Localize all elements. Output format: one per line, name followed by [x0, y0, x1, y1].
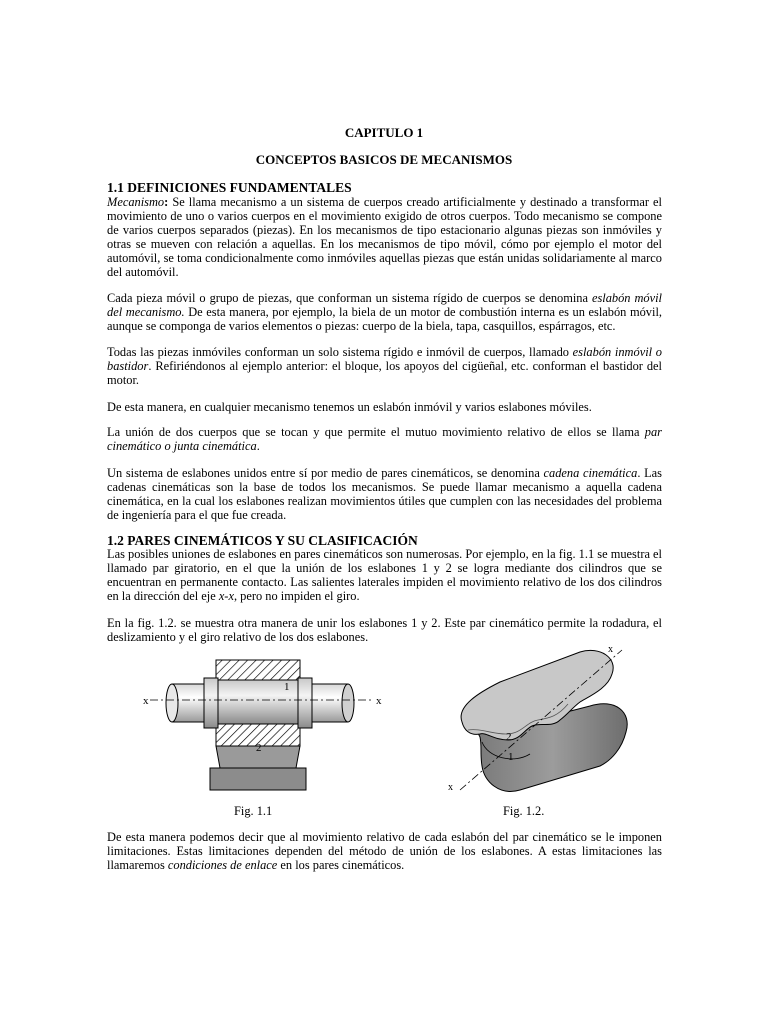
shaft-end-left — [166, 684, 178, 722]
paragraph-cadena-cinematica: Un sistema de eslabones unidos entre sí por medio de pares cinemáticos, se denomina cadena cinemática. Las cadenas cinemáticas son la base de todos los mecanismos. Se puede llamar mecanismo a aquella cadena cinemática, en la cual los eslabones realizan movimientos útiles que cumplen con las necesidades del problema de ingeniería para el que fue creada. — [107, 466, 662, 523]
section-2-heading: 1.2 PARES CINEMÁTICOS Y SU CLASIFICACIÓN — [107, 533, 418, 548]
paragraph-condiciones-de-enlace: De esta manera podemos decir que al movimiento relativo de cada eslabón del par cinemático se le imponen limitaciones. Estas limitaciones dependen del método de unión de los eslabones. A estas limitaciones las llamaremos condiciones de enlace en los pares cinemáticos. — [107, 830, 662, 873]
bearing-upper — [216, 660, 300, 680]
paragraph-uniones: Las posibles uniones de eslabones en pares cinemáticos son numerosas. Por ejemplo, en la fig. 1.1 se muestra el llamado par giratorio, en el que la unión de los eslabones 1 y 2 se logra mediante dos cilindros que se encuentran en permanente contacto. Las salientes laterales impiden el movimiento relativo de los dos cilindros en la dirección del eje x-x, pero no impiden el giro. — [107, 547, 662, 604]
collar-right — [298, 678, 312, 728]
link-2-label: 2 — [256, 742, 262, 754]
term-colon: : — [164, 195, 169, 209]
axis-label-bottom: x — [448, 782, 453, 793]
link-2-label: 2 — [506, 731, 512, 743]
paragraph-mecanismo: Mecanismo: Se llama mecanismo a un sistema de cuerpos creado artificialmente y destinado a transformar el movimiento de uno o varios cuerpos en el movimiento exigido de otros cuerpos. Todo mecanismo se compone de varios cuerpos separados (piezas). En los mecanismos de tipo estacionario algunas piezas son inmóviles y otras se mueven con relación a aquellas. En los mecanismos de tipo móvil, cómo por ejemplo el motor del automóvil, se toma condicionalmente como inmóviles aquellas piezas que están unidas solidariamente al marco del automóvil. — [107, 195, 662, 280]
figure-1-1-caption: Fig. 1.1 — [234, 804, 273, 818]
paragraph-bastidor: Todas las piezas inmóviles conforman un solo sistema rígido e inmóvil de cuerpos, llamado eslabón inmóvil o bastidor. Refiriéndonos al ejemplo anterior: el bloque, los apoyos del cigüeñal, etc. conforman el bastidor del motor. — [107, 345, 662, 388]
paragraph-fig-1-2: En la fig. 1.2. se muestra otra manera de unir los eslabones 1 y 2. Este par cinemático permite la rodadura, el deslizamiento y el giro relativo de los dos eslabones. — [107, 616, 662, 645]
figure-1-1 — [130, 650, 390, 796]
axis-label-left: x — [143, 695, 149, 707]
figure-1-2 — [440, 642, 640, 797]
paragraph-eslabones: De esta manera, en cualquier mecanismo tenemos un eslabón inmóvil y varios eslabones móviles. — [107, 400, 592, 414]
term-mecanismo: Mecanismo — [107, 195, 165, 209]
shaft-end-right — [342, 684, 354, 722]
axis-label-top: x — [608, 644, 613, 655]
link-1-label: 1 — [284, 681, 290, 693]
axis-label-right: x — [376, 695, 382, 707]
link-1-label: 1 — [508, 751, 514, 763]
chapter-number: CAPITULO 1 — [344, 125, 424, 140]
section-1-heading: 1.1 DEFINICIONES FUNDAMENTALES — [107, 180, 352, 195]
figure-1-2-caption: Fig. 1.2. — [503, 804, 545, 818]
collar-left — [204, 678, 218, 728]
paragraph-eslabon-movil: Cada pieza móvil o grupo de piezas, que conforman un sistema rígido de cuerpos se denomina eslabón móvil del mecanismo. De esta manera, por ejemplo, la biela de un motor de combustión interna es un eslabón móvil, aunque se componga de varios elementos o piezas: cuerpo de la biela, tapa, casquillos, espárragos, etc. — [107, 291, 662, 334]
chapter-title: CONCEPTOS BASICOS DE MECANISMOS — [255, 152, 513, 167]
paragraph-par-cinematico: La unión de dos cuerpos que se tocan y que permite el mutuo movimiento relativo de ellos se llama par cinemático o junta cinemática. — [107, 425, 662, 454]
base-block — [210, 768, 306, 790]
